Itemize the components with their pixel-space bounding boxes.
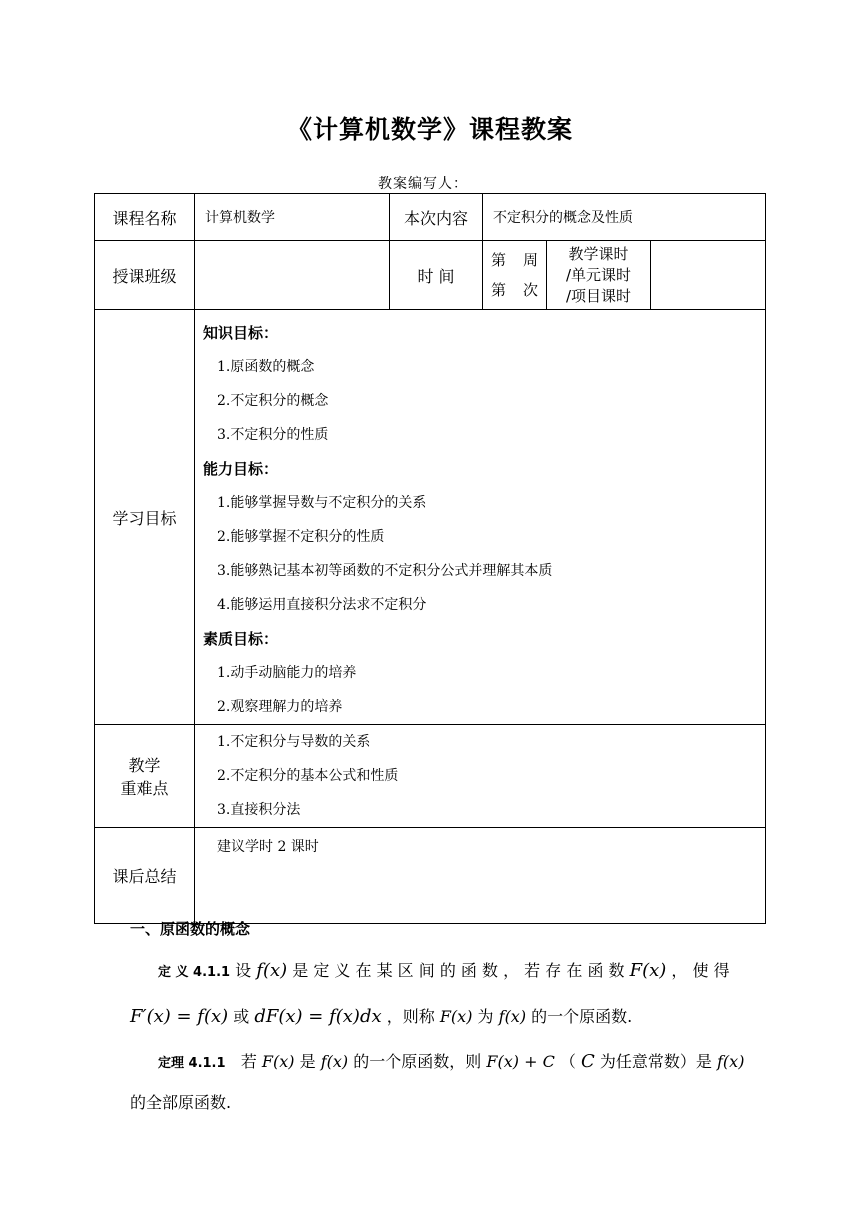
content-label: 本次内容 bbox=[390, 194, 483, 241]
definition-text: 设 bbox=[235, 961, 252, 980]
difficulty-item: 1.不定积分与导数的关系 bbox=[217, 734, 371, 750]
hours-label-line-1: 教学课时 bbox=[568, 244, 629, 263]
knowledge-item: 3.不定积分的性质 bbox=[217, 427, 329, 443]
difficulty-label-line-1: 教学 bbox=[128, 756, 161, 775]
definition-text: 为 bbox=[477, 1007, 494, 1026]
document-title: 《计算机数学》课程教案 bbox=[286, 115, 573, 144]
definition-text: ， 使 得 bbox=[671, 961, 730, 980]
class-label: 授课班级 bbox=[95, 241, 195, 310]
math-fx: f(x) bbox=[256, 960, 288, 981]
math-Fx: F(x) bbox=[439, 1007, 473, 1026]
ability-heading: 能力目标： bbox=[203, 460, 279, 478]
week-session-cell bbox=[483, 241, 547, 310]
author-label: 教案编写人： bbox=[378, 176, 468, 192]
definition-line-1 bbox=[158, 958, 758, 981]
quality-item: 2.观察理解力的培养 bbox=[217, 699, 343, 715]
quality-item: 1.动手动脑能力的培养 bbox=[217, 665, 357, 681]
definition-text: 或 bbox=[233, 1007, 250, 1026]
summary-value: 建议学时 2 课时 bbox=[195, 828, 766, 924]
knowledge-item: 2.不定积分的概念 bbox=[217, 393, 329, 409]
summary-label: 课后总结 bbox=[95, 828, 195, 924]
hours-label-line-3: /项目课时 bbox=[565, 286, 632, 305]
math-equation-2: dF(x) = f(x)dx bbox=[254, 1006, 382, 1027]
knowledge-heading: 知识目标： bbox=[203, 324, 279, 342]
week-prefix: 第 bbox=[491, 251, 507, 269]
definition-label: 定 义 4.1.1 bbox=[158, 965, 231, 980]
math-FC: F(x) + C bbox=[486, 1052, 555, 1071]
course-name-label: 课程名称 bbox=[95, 194, 195, 241]
ability-item: 2.能够掌握不定积分的性质 bbox=[217, 529, 385, 545]
definition-line-2 bbox=[130, 1004, 730, 1027]
week-suffix: 周 bbox=[522, 251, 538, 269]
difficulty-item: 2.不定积分的基本公式和性质 bbox=[217, 768, 399, 784]
definition-text: 的一个原函数. bbox=[531, 1007, 633, 1026]
lesson-plan-table bbox=[94, 193, 766, 924]
hours-value bbox=[651, 241, 766, 310]
math-fx: f(x) bbox=[717, 1052, 745, 1071]
theorem-text: （ bbox=[559, 1052, 576, 1071]
math-Fx: F(x) bbox=[261, 1052, 295, 1071]
ability-item: 1.能够掌握导数与不定积分的关系 bbox=[217, 495, 427, 511]
goals-cell bbox=[195, 310, 766, 725]
hours-label-line-2: /单元课时 bbox=[565, 265, 632, 284]
theorem-text: 是 bbox=[299, 1052, 316, 1071]
theorem-text: 若 bbox=[240, 1052, 257, 1071]
knowledge-item: 1.原函数的概念 bbox=[217, 359, 315, 375]
theorem-line-1 bbox=[158, 1049, 758, 1072]
time-label: 时 间 bbox=[390, 241, 483, 310]
theorem-label: 定理 4.1.1 bbox=[158, 1056, 226, 1071]
ability-item: 4.能够运用直接积分法求不定积分 bbox=[217, 597, 427, 613]
difficulty-label-line-2: 重难点 bbox=[120, 779, 169, 798]
math-equation-1: F′(x) = f(x) bbox=[130, 1006, 229, 1027]
theorem-text: 的一个原函数，则 bbox=[353, 1052, 482, 1071]
goals-label: 学习目标 bbox=[95, 310, 195, 725]
math-Fx: F(x) bbox=[629, 960, 667, 981]
difficulty-label bbox=[95, 725, 195, 828]
session-prefix: 第 bbox=[491, 281, 507, 299]
theorem-text: 为任意常数）是 bbox=[599, 1052, 712, 1071]
definition-text: ，则称 bbox=[386, 1007, 435, 1026]
definition-text: 是 定 义 在 某 区 间 的 函 数 ， 若 存 在 函 数 bbox=[292, 961, 625, 980]
theorem-line-2: 的全部原函数. bbox=[130, 1093, 232, 1112]
class-value bbox=[195, 241, 390, 310]
session-suffix: 次 bbox=[522, 281, 538, 299]
math-C: C bbox=[581, 1051, 595, 1072]
math-fx: f(x) bbox=[320, 1052, 349, 1071]
difficulty-cell bbox=[195, 725, 766, 828]
hours-label bbox=[547, 241, 651, 310]
course-name-value: 计算机数学 bbox=[195, 194, 390, 241]
section-title: 一、原函数的概念 bbox=[130, 920, 251, 938]
quality-heading: 素质目标： bbox=[203, 630, 279, 648]
content-value: 不定积分的概念及性质 bbox=[483, 194, 766, 241]
ability-item: 3.能够熟记基本初等函数的不定积分公式并理解其本质 bbox=[217, 563, 553, 579]
math-fx: f(x) bbox=[498, 1007, 527, 1026]
difficulty-item: 3.直接积分法 bbox=[217, 802, 301, 818]
